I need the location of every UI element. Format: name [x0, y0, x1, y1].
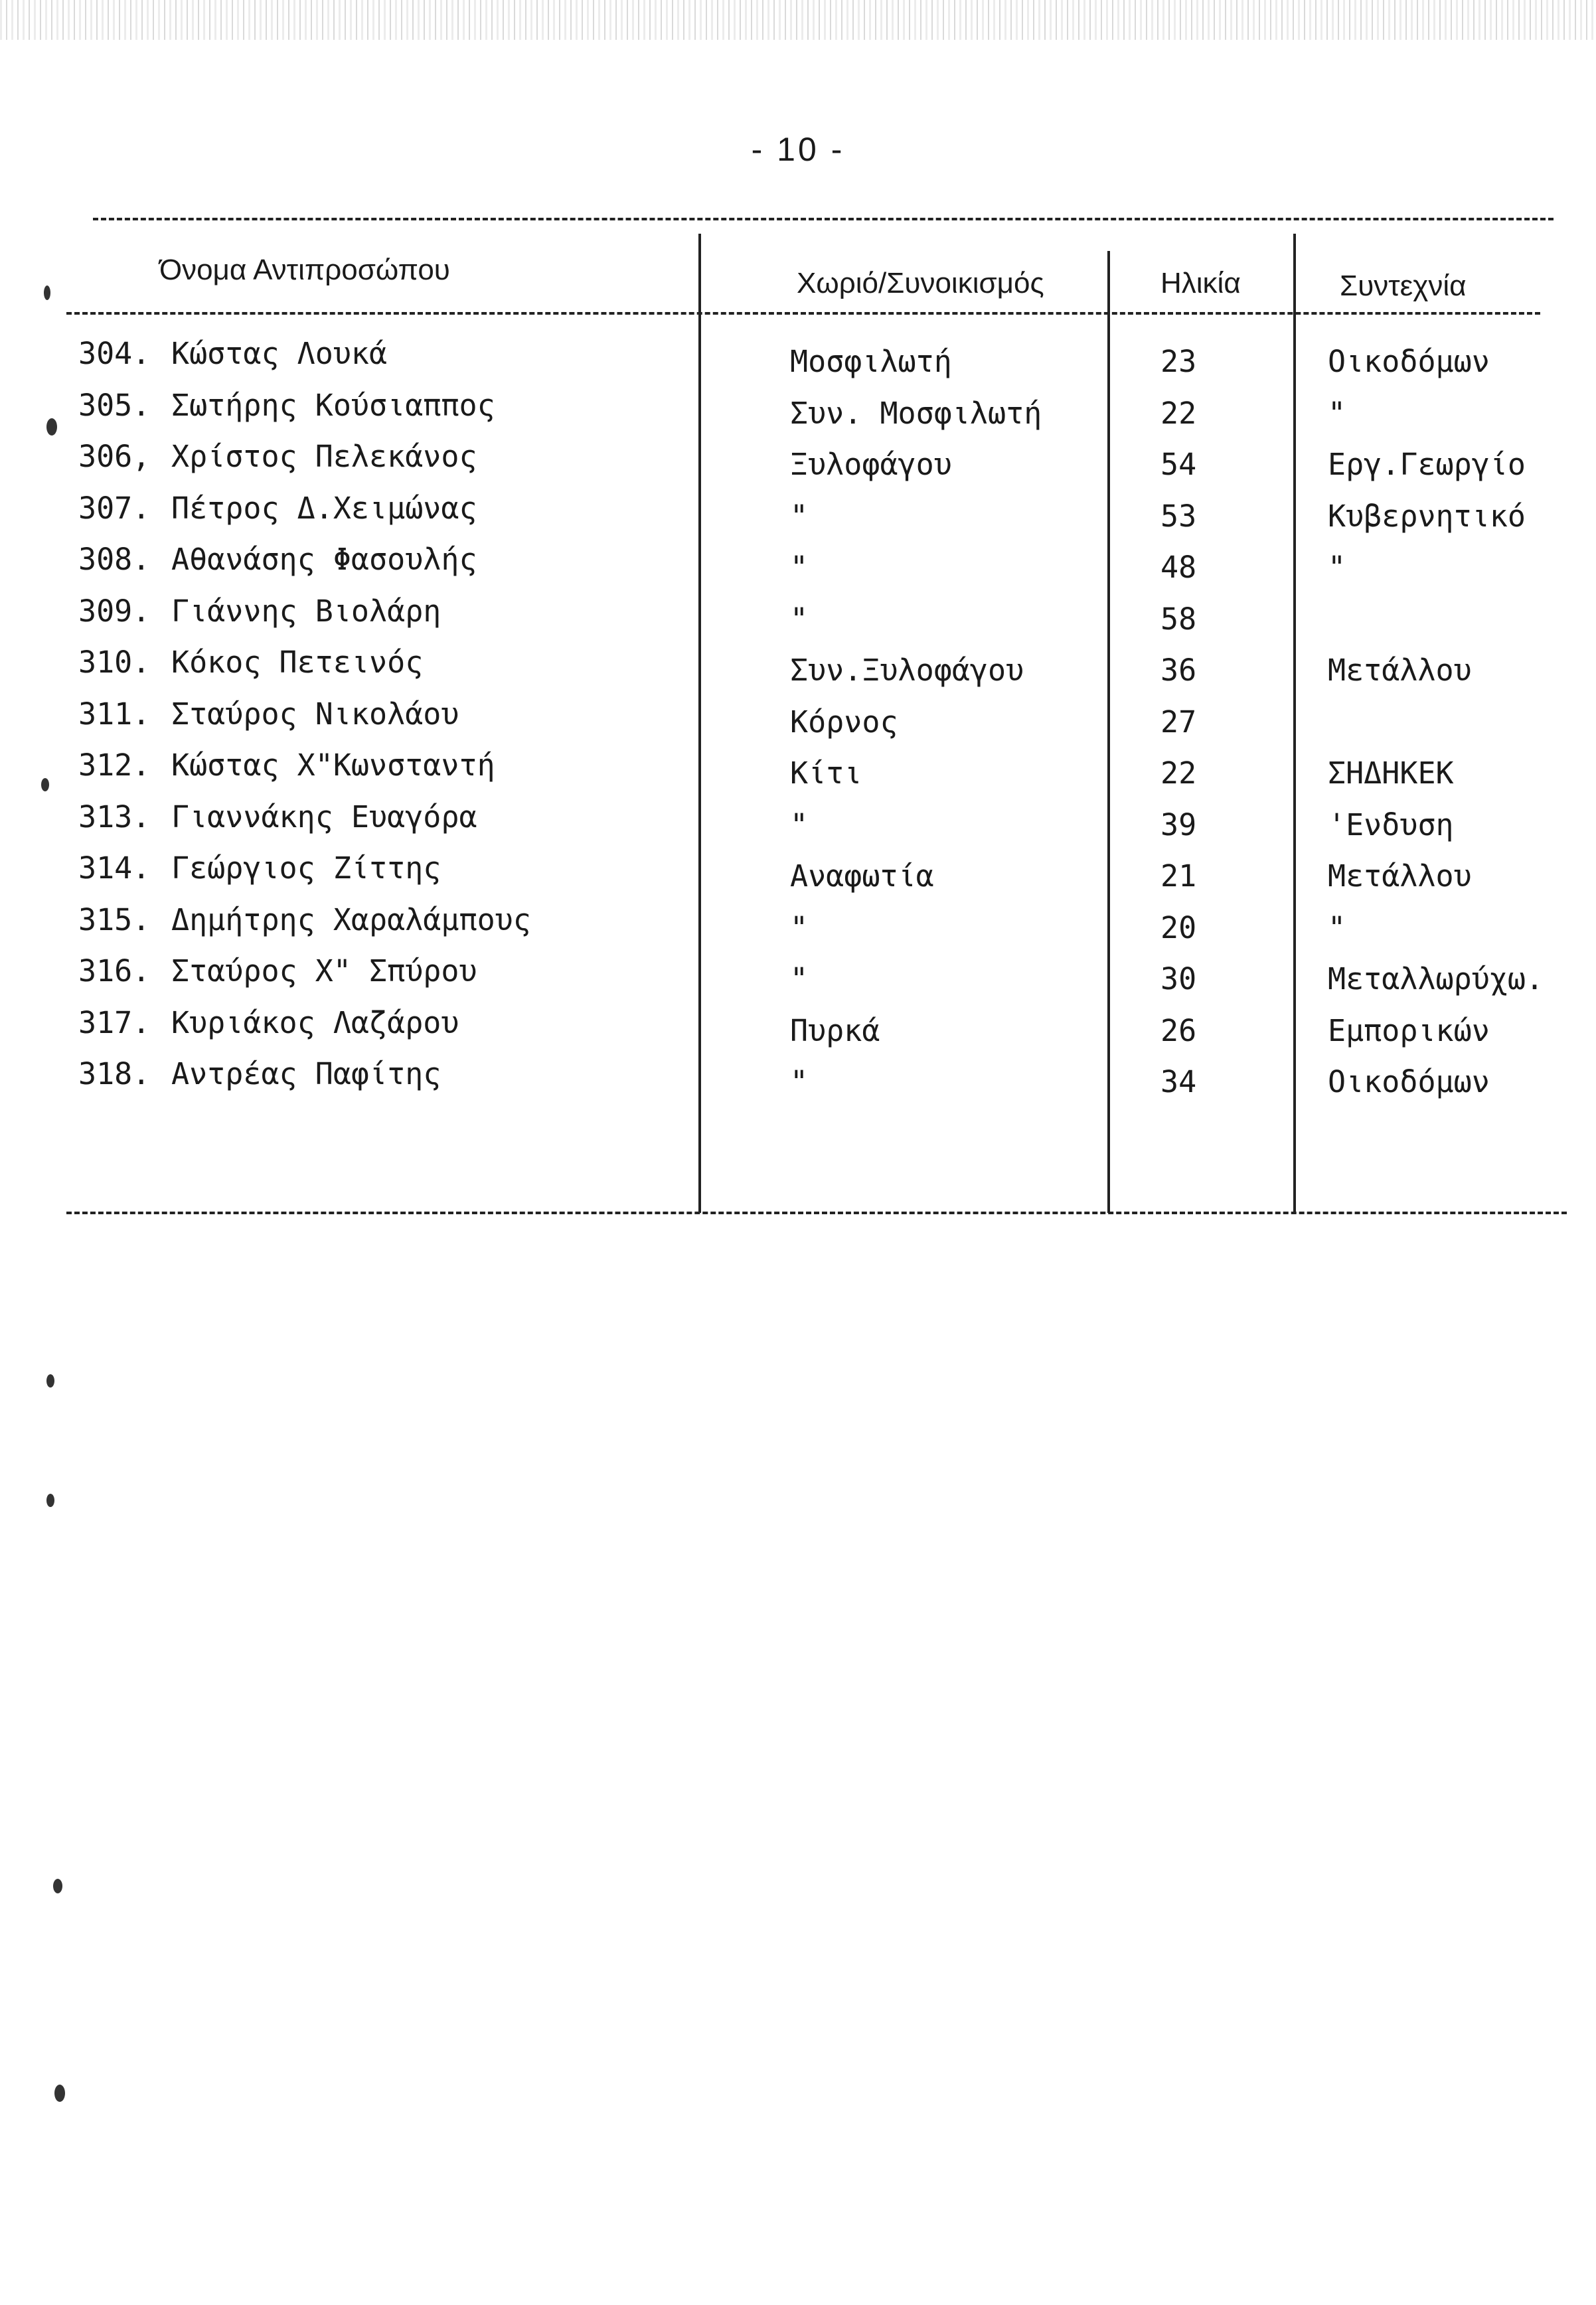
union-name: Οικοδόμων	[1328, 344, 1490, 379]
scan-mark	[53, 1879, 62, 1893]
union-name: Κυβερνητικό	[1328, 498, 1526, 534]
representative-name: Αντρέας Παφίτης	[171, 1056, 441, 1091]
row-number: 306,	[78, 439, 151, 474]
row-number: 318.	[78, 1056, 151, 1091]
age-value: 30	[1160, 961, 1197, 996]
scan-noise-top	[0, 0, 1596, 40]
representative-name: Δημήτρης Χαραλάμπους	[171, 902, 531, 937]
representative-name: Κυριάκος Λαζάρου	[171, 1004, 459, 1040]
representative-name: Γιαννάκης Ευαγόρα	[171, 799, 477, 835]
village-name: "	[790, 807, 809, 842]
age-value: 34	[1160, 1064, 1197, 1099]
village-name: "	[790, 498, 809, 534]
union-name: Μετάλλου	[1328, 858, 1472, 894]
village-name: Πυρκά	[790, 1012, 880, 1048]
header-age: Ηλικία	[1160, 267, 1241, 299]
column-divider-2	[1107, 251, 1110, 1213]
age-value: 23	[1160, 344, 1197, 379]
row-number: 308.	[78, 542, 151, 577]
row-number: 307.	[78, 490, 151, 526]
representative-name: Γιάννης Βιολάρη	[171, 593, 441, 629]
age-value: 58	[1160, 601, 1197, 637]
scan-mark	[41, 778, 49, 791]
age-value: 39	[1160, 807, 1197, 842]
bottom-rule	[66, 1212, 1567, 1214]
row-number: 314.	[78, 850, 151, 886]
village-name: "	[790, 550, 809, 585]
representative-name: Σωτήρης Κούσιαππος	[171, 387, 495, 423]
header-name: Όνομα Αντιπροσώπου	[159, 254, 450, 286]
village-name: "	[790, 601, 809, 637]
age-value: 22	[1160, 755, 1197, 791]
age-value: 36	[1160, 653, 1197, 688]
union-name: Εργ.Γεωργίο	[1328, 447, 1526, 482]
column-divider-1	[698, 234, 701, 1213]
village-name: Συν.Ξυλοφάγου	[790, 653, 1024, 688]
age-value: 48	[1160, 550, 1197, 585]
age-value: 26	[1160, 1012, 1197, 1048]
row-number: 310.	[78, 645, 151, 680]
village-name: Μοσφιλωτή	[790, 344, 952, 379]
representative-name: Γεώργιος Ζίττης	[171, 850, 441, 886]
union-name: Μεταλλωρύχω.	[1328, 961, 1544, 996]
representative-name: Κώστας Χ"Κωνσταντή	[171, 748, 495, 783]
village-name: Κίτι	[790, 755, 862, 791]
row-number: 316.	[78, 953, 151, 989]
scan-mark	[44, 285, 50, 300]
age-value: 20	[1160, 910, 1197, 945]
top-rule	[93, 218, 1554, 220]
scan-mark	[46, 418, 57, 436]
age-value: 21	[1160, 858, 1197, 894]
union-name: Εμπορικών	[1328, 1012, 1490, 1048]
village-name: "	[790, 910, 809, 945]
row-number: 312.	[78, 748, 151, 783]
row-number: 315.	[78, 902, 151, 937]
scan-mark	[46, 1494, 54, 1507]
representative-name: Αθανάσης Φασουλής	[171, 542, 477, 577]
village-name: Κόρνος	[790, 704, 898, 740]
row-number: 304.	[78, 336, 151, 371]
column-divider-3	[1293, 234, 1296, 1213]
header-village: Χωριό/Συνοικισμός	[797, 267, 1044, 299]
row-number: 311.	[78, 696, 151, 732]
age-value: 22	[1160, 395, 1197, 431]
row-number: 305.	[78, 387, 151, 423]
union-name: Μετάλλου	[1328, 653, 1472, 688]
union-name: "	[1328, 550, 1346, 585]
representative-name: Σταύρος Χ" Σπύρου	[171, 953, 477, 989]
row-number: 309.	[78, 593, 151, 629]
union-name: Οικοδόμων	[1328, 1064, 1490, 1099]
representative-name: Πέτρος Δ.Χειμώνας	[171, 490, 477, 526]
scan-mark	[46, 1374, 54, 1388]
village-name: "	[790, 961, 809, 996]
village-name: Αναφωτία	[790, 858, 934, 894]
header-rule	[66, 312, 1540, 315]
village-name: "	[790, 1064, 809, 1099]
age-value: 54	[1160, 447, 1197, 482]
union-name: ΣΗΔΗΚΕΚ	[1328, 755, 1454, 791]
age-value: 27	[1160, 704, 1197, 740]
representative-name: Κόκος Πετεινός	[171, 645, 424, 680]
village-name: Ξυλοφάγου	[790, 447, 952, 482]
header-union: Συντεχνία	[1340, 270, 1467, 302]
age-value: 53	[1160, 498, 1197, 534]
union-name: 'Ενδυση	[1328, 807, 1454, 842]
representative-name: Κώστας Λουκά	[171, 336, 388, 371]
representative-name: Σταύρος Νικολάου	[171, 696, 459, 732]
row-number: 317.	[78, 1004, 151, 1040]
representative-name: Χρίστος Πελεκάνος	[171, 439, 477, 474]
page-number: - 10 -	[751, 131, 845, 168]
row-number: 313.	[78, 799, 151, 835]
scan-mark	[54, 2085, 65, 2102]
union-name: "	[1328, 395, 1346, 431]
village-name: Συν. Μοσφιλωτή	[790, 395, 1042, 431]
union-name: "	[1328, 910, 1346, 945]
